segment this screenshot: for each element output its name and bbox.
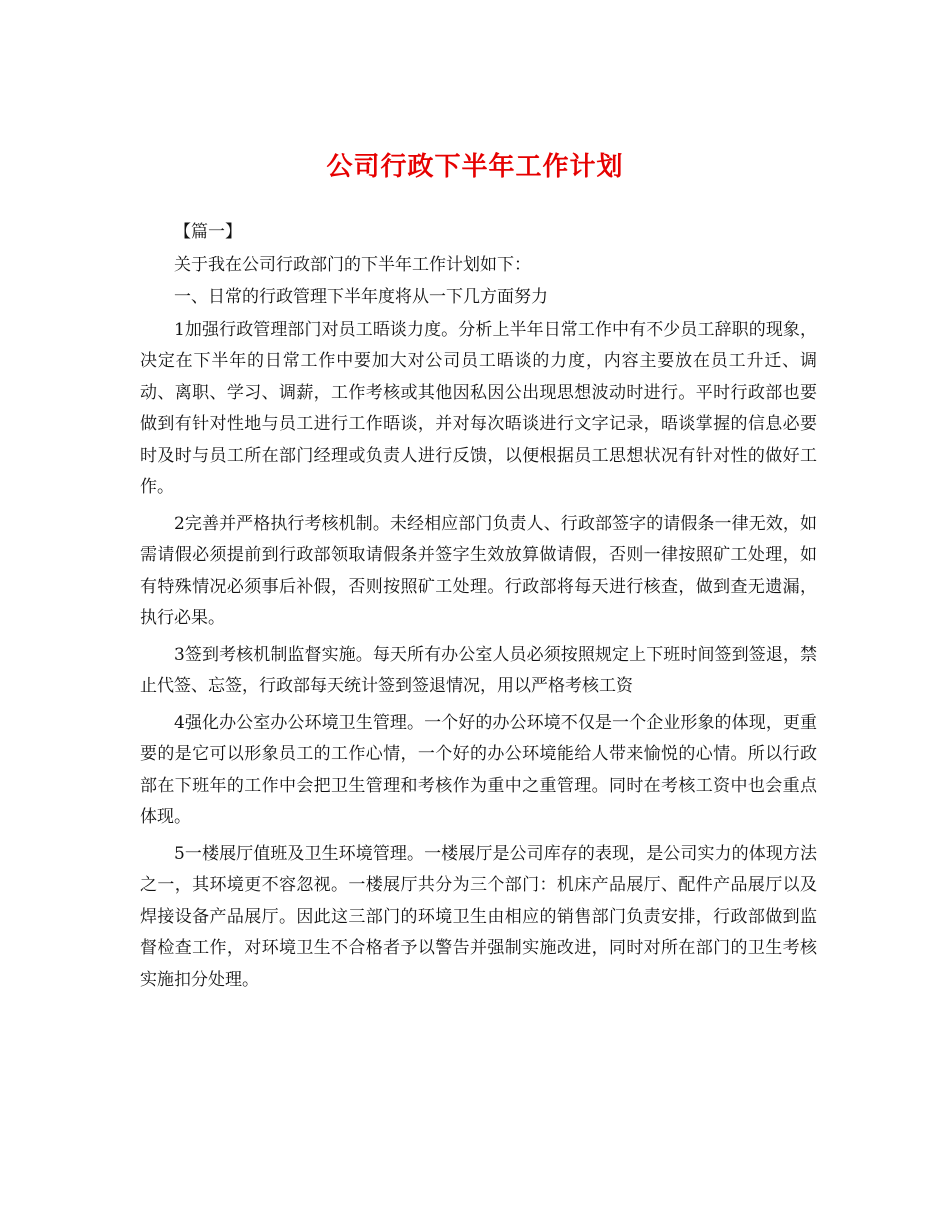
paragraph-1: 1加强行政管理部门对员工晤谈力度。分析上半年日常工作中有不少员工辞职的现象，决定在下半年的日常工作中要加大对公司员工晤谈的力度，内容主要放在员工升迁、调动、离职、学习、调薪，工作考核或其他因私因公出现思想波动时进行。平时行政部也要做到有针对性地与员工进行工作晤谈，并对每次晤谈进行文字记录，晤谈掌握的信息必要时及时与员工所在部门经理或负责人进行反馈，以便根据员工思想状况有针对性的做好工作。 [140, 319, 817, 497]
intro-line: 关于我在公司行政部门的下半年工作计划如下： [174, 254, 531, 275]
document-body [140, 217, 817, 1001]
paragraph-5: 5一楼展厅值班及卫生环境管理。一楼展厅是公司库存的表现，是公司实力的体现方法之一，其环境更不容忽视。一楼展厅共分为三个部门：机床产品展厅、配件产品展厅以及焊接设备产品展厅。因此这三部门的环境卫生由相应的销售部门负责安排，行政部做到监督检查工作，对环境卫生不合格者予以警告并强制实施改进，同时对所在部门的卫生考核实施扣分处理。 [140, 843, 817, 990]
paragraph-3: 3签到考核机制监督实施。每天所有办公室人员必须按照规定上下班时间签到签退，禁止代签、忘签，行政部每天统计签到签退情况，用以严格考核工资 [140, 644, 817, 696]
paragraph-2: 2完善并严格执行考核机制。未经相应部门负责人、行政部签字的请假条一律无效，如需请假必须提前到行政部领取请假条并签字生效放算做请假，否则一律按照矿工处理，如有特殊情况必须事后补假，否则按照矿工处理。行政部将每天进行核查，做到查无遗漏，执行必果。 [140, 513, 817, 628]
section-heading: 一、日常的行政管理下半年度将从一下几方面努力 [174, 287, 548, 307]
paragraph-4: 4强化办公室办公环境卫生管理。一个好的办公环境不仅是一个企业形象的体现，更重要的是它可以形象员工的工作心情，一个好的办公环境能给人带来愉悦的心情。所以行政部在下班年的工作中会把卫生管理和考核作为重中之重管理。同时在考核工资中也会重点体现。 [140, 712, 817, 827]
section-label: 【篇一】 [174, 222, 242, 242]
document-title: 公司行政下半年工作计划 [326, 152, 624, 182]
